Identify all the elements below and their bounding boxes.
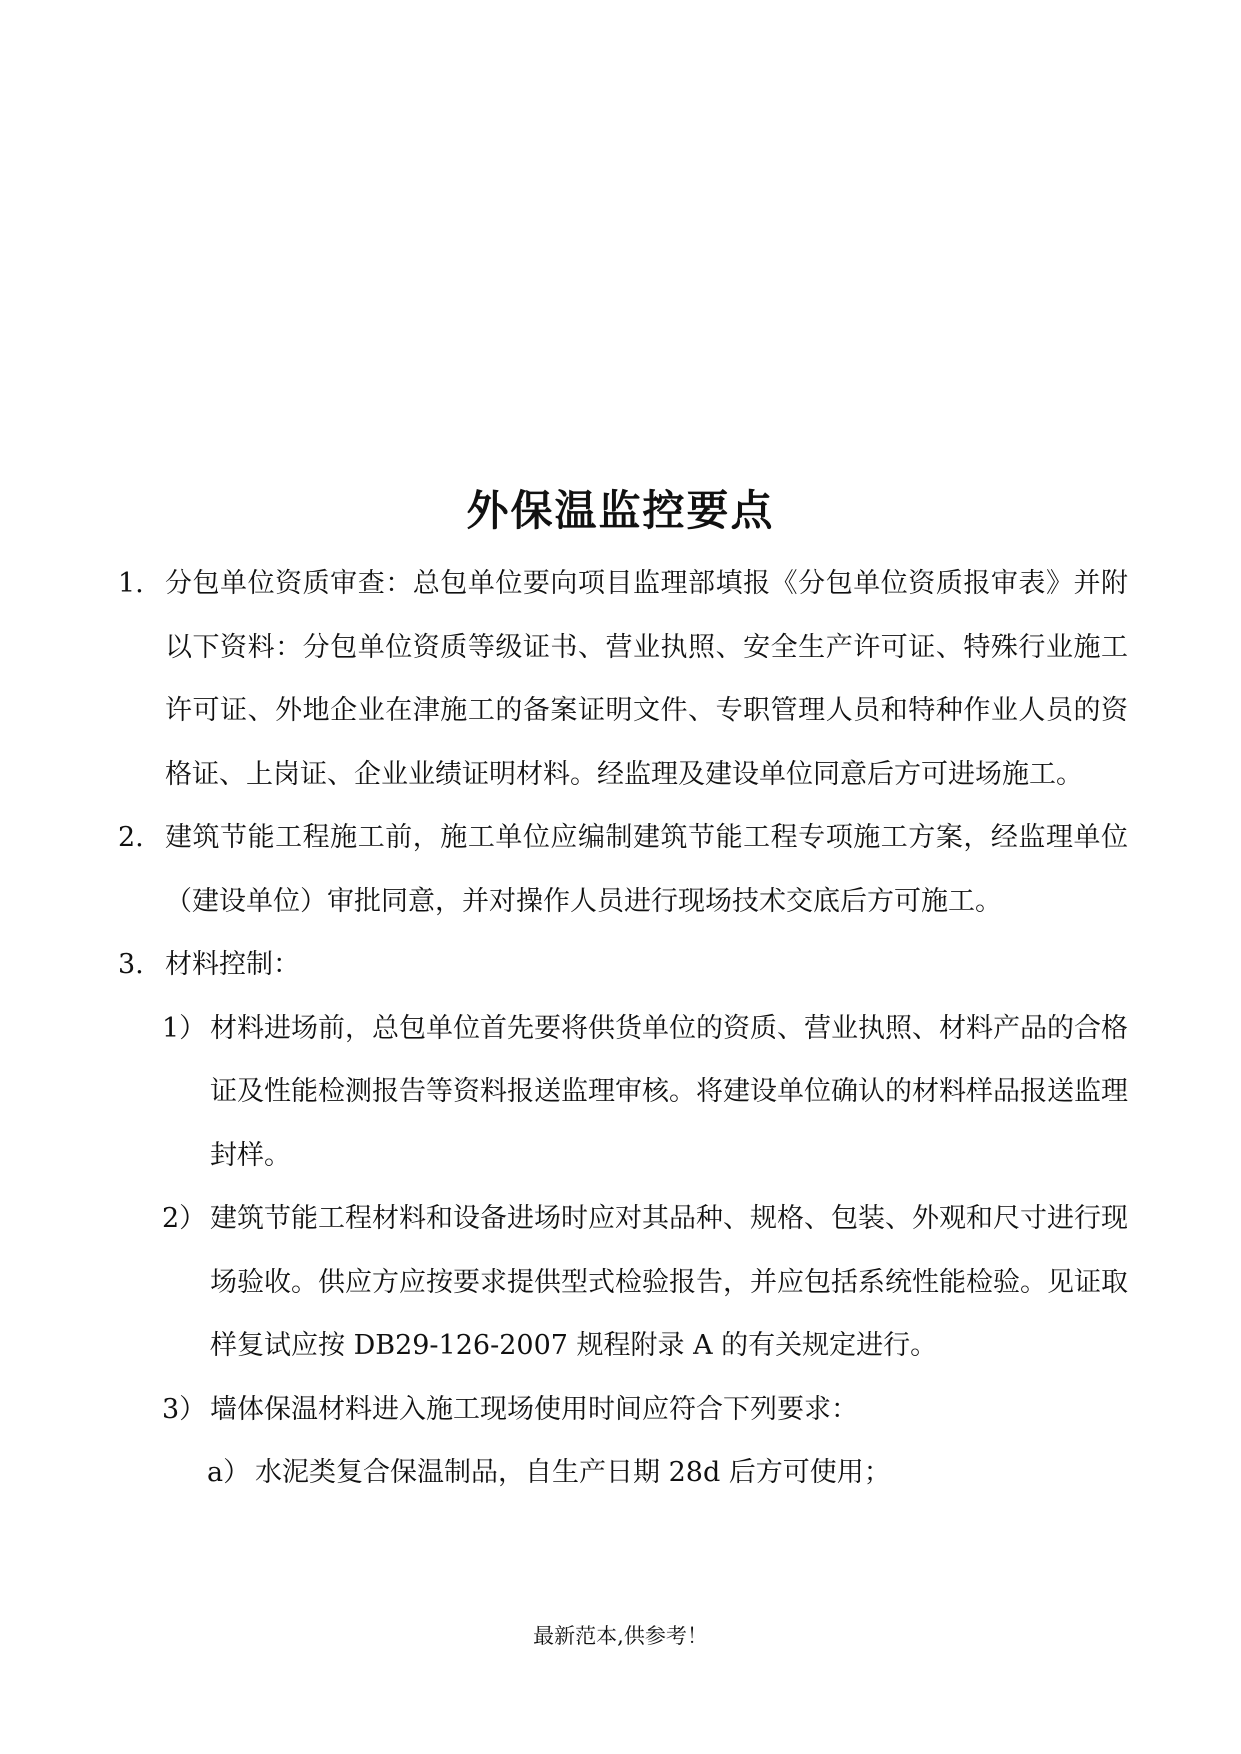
document-body <box>118 552 1128 1505</box>
subitem-number: 3） <box>162 1393 207 1425</box>
sub-sub-list-item <box>118 1441 1128 1505</box>
item-number: 3. <box>118 949 144 980</box>
subitem-number: 2） <box>162 1203 207 1234</box>
subitem-text: 材料进场前，总包单位首先要将供货单位的资质、营业执照、材料产品的合格证及性能检测报告等资料报送监理审核。将建设单位确认的材料样品报送监理封样。 <box>210 1012 1128 1171</box>
sub-list-item <box>118 1187 1128 1378</box>
item-text: 建筑节能工程施工前，施工单位应编制建筑节能工程专项施工方案，经监理单位（建设单位）审批同意，并对操作人员进行现场技术交底后方可施工。 <box>165 822 1128 917</box>
list-item <box>118 806 1128 933</box>
list-item <box>118 552 1128 806</box>
subsubitem-number: a） <box>207 1457 251 1488</box>
subitem-text: 建筑节能工程材料和设备进场时应对其品种、规格、包装、外观和尺寸进行现场验收。供应方应按要求提供型式检验报告，并应包括系统性能检验。见证取样复试应按 DB29-126-2007 规程附录 A 的有关规定进行。 <box>210 1203 1128 1361</box>
item-number: 2. <box>118 822 144 853</box>
sub-list-item <box>118 1378 1128 1442</box>
subitem-text: 墙体保温材料进入施工现场使用时间应符合下列要求： <box>210 1393 858 1425</box>
subsubitem-text: 水泥类复合保温制品，自生产日期 28d 后方可使用； <box>255 1457 891 1488</box>
list-item <box>118 933 1128 997</box>
sub-list-item <box>118 997 1128 1188</box>
item-text: 分包单位资质审查：总包单位要向项目监理部填报《分包单位资质报审表》并附以下资料：分包单位资质等级证书、营业执照、安全生产许可证、特殊行业施工许可证、外地企业在津施工的备案证明文件、专职管理人员和特种作业人员的资格证、上岗证、企业业绩证明材料。经监理及建设单位同意后方可进场施工。 <box>165 568 1128 790</box>
item-text: 材料控制： <box>165 949 300 980</box>
page-footer: 最新范本,供参考！ <box>533 1624 708 1648</box>
subitem-number: 1） <box>162 1012 207 1044</box>
document-title: 外保温监控要点 <box>466 486 775 535</box>
item-number: 1. <box>118 568 144 599</box>
